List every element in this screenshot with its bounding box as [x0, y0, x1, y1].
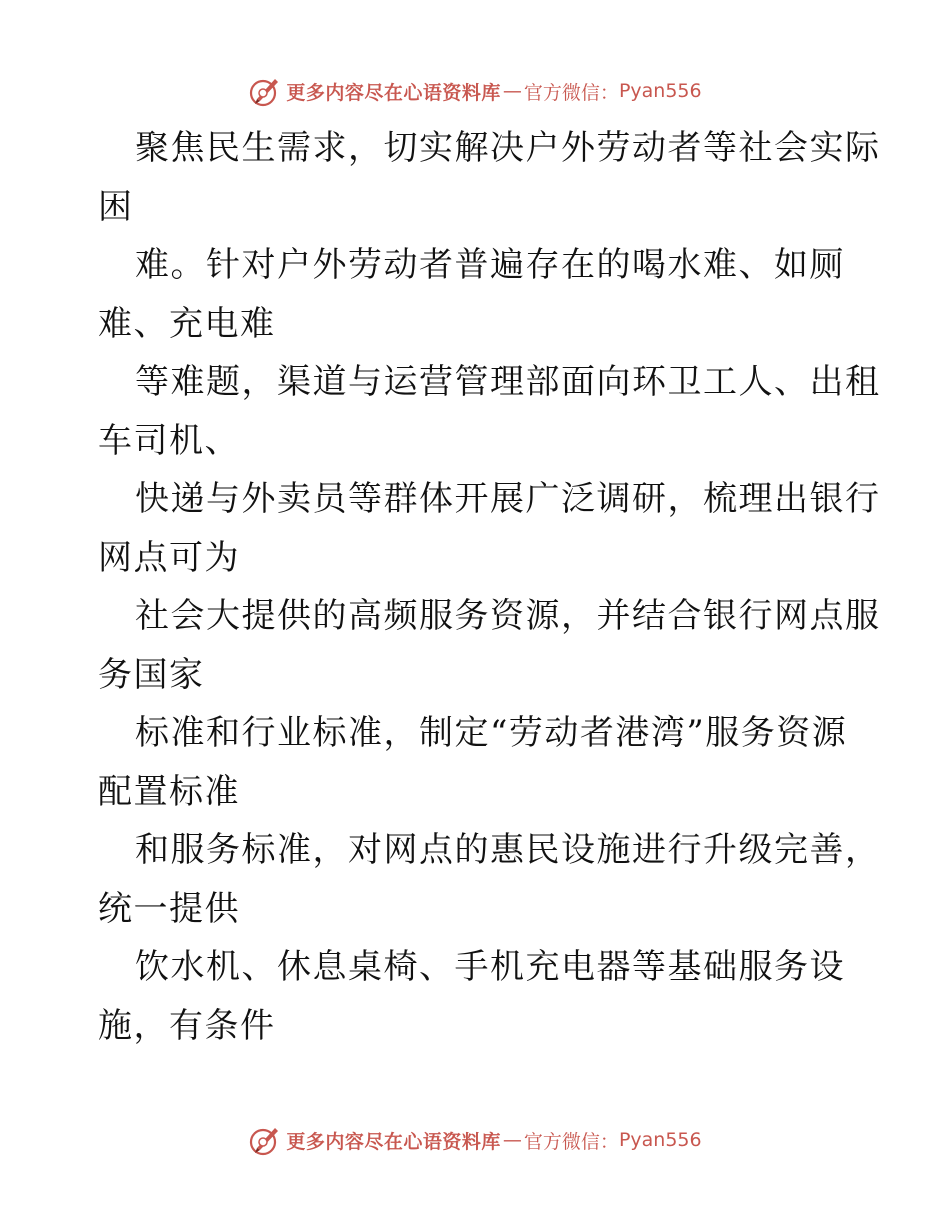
text-line: 难。针对户外劳动者普遍存在的喝水难、如厕: [135, 245, 845, 285]
document-body: [98, 119, 881, 1055]
banner-text: 更多内容尽在心语资料库: [286, 1130, 501, 1153]
header-banner: [0, 71, 950, 111]
text-line: 务国家: [98, 654, 205, 695]
banner-dash: —: [502, 1129, 522, 1151]
wechat-label: 官方微信：: [523, 1130, 619, 1153]
text-line: 等难题，渠道与运营管理部面向环卫工人、出租: [135, 362, 881, 402]
text-line: 施，有条件: [98, 1005, 276, 1046]
footer-banner: [0, 1120, 950, 1160]
wechat-id: Pyan556: [618, 80, 702, 102]
text-line: 配置标准: [98, 771, 240, 812]
banner-dash: —: [502, 80, 522, 102]
text-line: 困: [98, 186, 134, 227]
quill-pen-logo-icon: [248, 74, 282, 108]
text-line: 饮水机、休息桌椅、手机充电器等基础服务设: [135, 947, 845, 987]
quill-pen-logo-icon: [248, 1123, 282, 1157]
text-line: 聚焦民生需求，切实解决户外劳动者等社会实际: [135, 128, 881, 168]
wechat-id: Pyan556: [618, 1129, 702, 1151]
text-line: 统一提供: [98, 888, 240, 929]
text-line: 网点可为: [98, 537, 240, 578]
text-line: 标准和行业标准，制定“劳动者港湾”服务资源: [135, 713, 848, 753]
text-line: 和服务标准，对网点的惠民设施进行升级完善，: [135, 830, 881, 870]
text-line: 车司机、: [98, 420, 240, 461]
banner-text: 更多内容尽在心语资料库: [286, 81, 501, 104]
text-line: 社会大提供的高频服务资源，并结合银行网点服: [135, 596, 881, 636]
text-line: 难、充电难: [98, 303, 276, 344]
text-line: 快递与外卖员等群体开展广泛调研，梳理出银行: [135, 479, 881, 519]
wechat-label: 官方微信：: [523, 81, 619, 104]
